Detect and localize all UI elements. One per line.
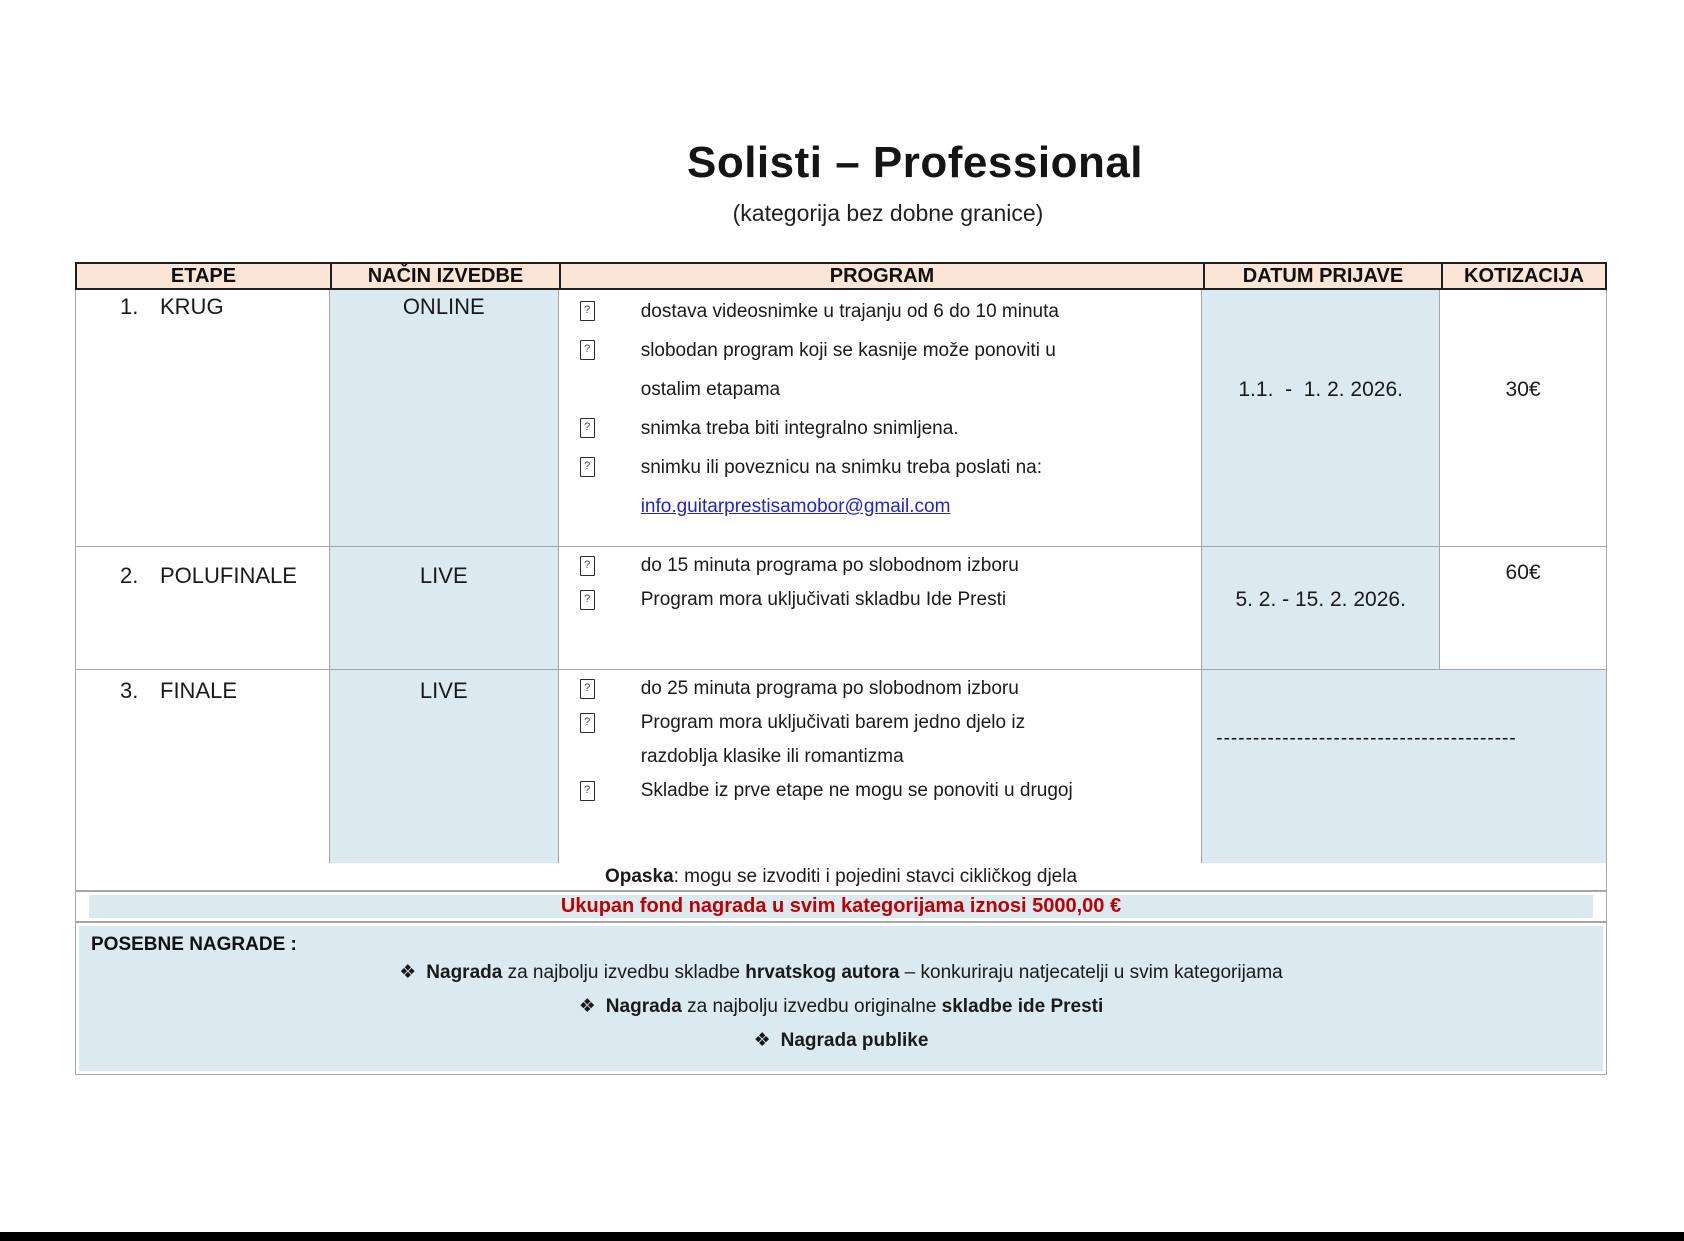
page-subtitle: (kategorija bez dobne granice) [732,200,1044,226]
program-cell-krug [559,290,1203,547]
opaska-label: Opaska [604,865,674,887]
placeholder-dashes: ----------------------------------------- [1216,728,1517,749]
kotizacija-cell-krug: 30€ [1440,290,1607,547]
opaska-text: : mogu se izvoditi i pojedini stavci cikličkog djela [673,865,1078,887]
list-item: ? dostava videosnimke u trajanju od 6 do 10 minuta [559,292,1202,331]
competition-table [75,262,1607,865]
special-prize-item: ❖ Nagrada publike [753,1030,929,1051]
special-prizes-label: POSEBNE NAGRADE : [91,934,297,955]
header-datum-prijave: DATUM PRIJAVE [1203,264,1441,288]
list-item: ? slobodan program koji se kasnije može ponoviti u ostalim etapama [559,331,1202,409]
datum-cell-krug: 1.1. - 1. 2. 2026. [1202,290,1440,547]
datum-cell-polufinale: 5. 2. - 15. 2. 2026. [1202,547,1440,670]
header-program: PROGRAM [559,264,1203,288]
missing-glyph-box-icon: ? [580,713,595,733]
special-prize-item: ❖ Nagrada za najbolju izvedbu originalne skladbe ide Presti [578,996,1104,1017]
diamond-bullet-icon: ❖ [578,996,596,1017]
missing-glyph-box-icon: ? [580,781,595,801]
etapa-number: 1. [120,294,139,319]
list-item: ? Program mora uključivati barem jedno djelo iz razdoblja klasike ili romantizma [559,706,1202,774]
kotizacija-cell-polufinale: 60€ [1440,547,1607,670]
list-item: ? snimka treba biti integralno snimljena. [559,409,1202,448]
list-item: ? do 25 minuta programa po slobodnom izboru [559,672,1202,706]
list-item: ? Program mora uključivati skladbu Ide Presti [559,583,1202,617]
missing-glyph-box-icon: ? [580,590,595,610]
program-text: snimku ili poveznicu na snimku treba poslati na: [640,457,1043,478]
etapa-name: KRUG [160,294,224,319]
table-row [75,547,1607,670]
program-cell-polufinale [559,547,1203,670]
diamond-bullet-icon: ❖ [399,962,417,983]
program-cell-finale [559,670,1203,865]
email-link[interactable]: info.guitarprestisamobor@gmail.com [640,496,951,517]
header-etape: ETAPE [170,264,237,287]
diamond-bullet-icon: ❖ [753,1030,771,1051]
nacin-cell-finale: LIVE [330,670,559,865]
etapa-name: FINALE [160,678,238,703]
table-header-row [75,262,1607,290]
opaska-note-row [75,863,1607,891]
nacin-cell-polufinale: LIVE [330,547,559,670]
missing-glyph-box-icon: ? [580,340,595,360]
missing-glyph-box-icon: ? [580,418,595,438]
etapa-cell-finale [76,670,330,865]
etapa-number: 3. [120,678,139,703]
datum-kotizacija-merged-cell [1202,670,1607,865]
table-row [75,670,1607,865]
page-bottom-edge [0,1232,1684,1241]
special-prize-item: ❖ Nagrada za najbolju izvedbu skladbe hrvatskog autora – konkuriraju natjecatelji u svim kategorijama [399,962,1283,983]
nacin-cell-online: ONLINE [330,290,559,547]
table-row [75,290,1607,547]
list-item: ? do 15 minuta programa po slobodnom izboru [559,549,1202,583]
header-kotizacija: KOTIZACIJA [1441,264,1605,288]
list-item: ? Skladbe iz prve etape ne mogu se ponoviti u drugoj [559,774,1202,808]
page-title: Solisti – Professional [686,138,1144,187]
etapa-cell-krug [76,290,330,547]
missing-glyph-box-icon: ? [580,457,595,477]
prize-fund-text: Ukupan fond nagrada u svim kategorijama iznosi 5000,00 € [89,895,1593,918]
prize-fund-row [75,891,1607,922]
special-prizes-section [75,922,1607,1075]
header-nacin-izvedbe: NAČIN IZVEDBE [330,264,559,288]
missing-glyph-box-icon: ? [580,301,595,321]
missing-glyph-box-icon: ? [580,556,595,576]
list-item [559,448,1202,526]
etapa-cell-polufinale [76,547,330,670]
etapa-name: POLUFINALE [160,563,297,588]
missing-glyph-box-icon: ? [580,679,595,699]
etapa-number: 2. [120,563,139,588]
